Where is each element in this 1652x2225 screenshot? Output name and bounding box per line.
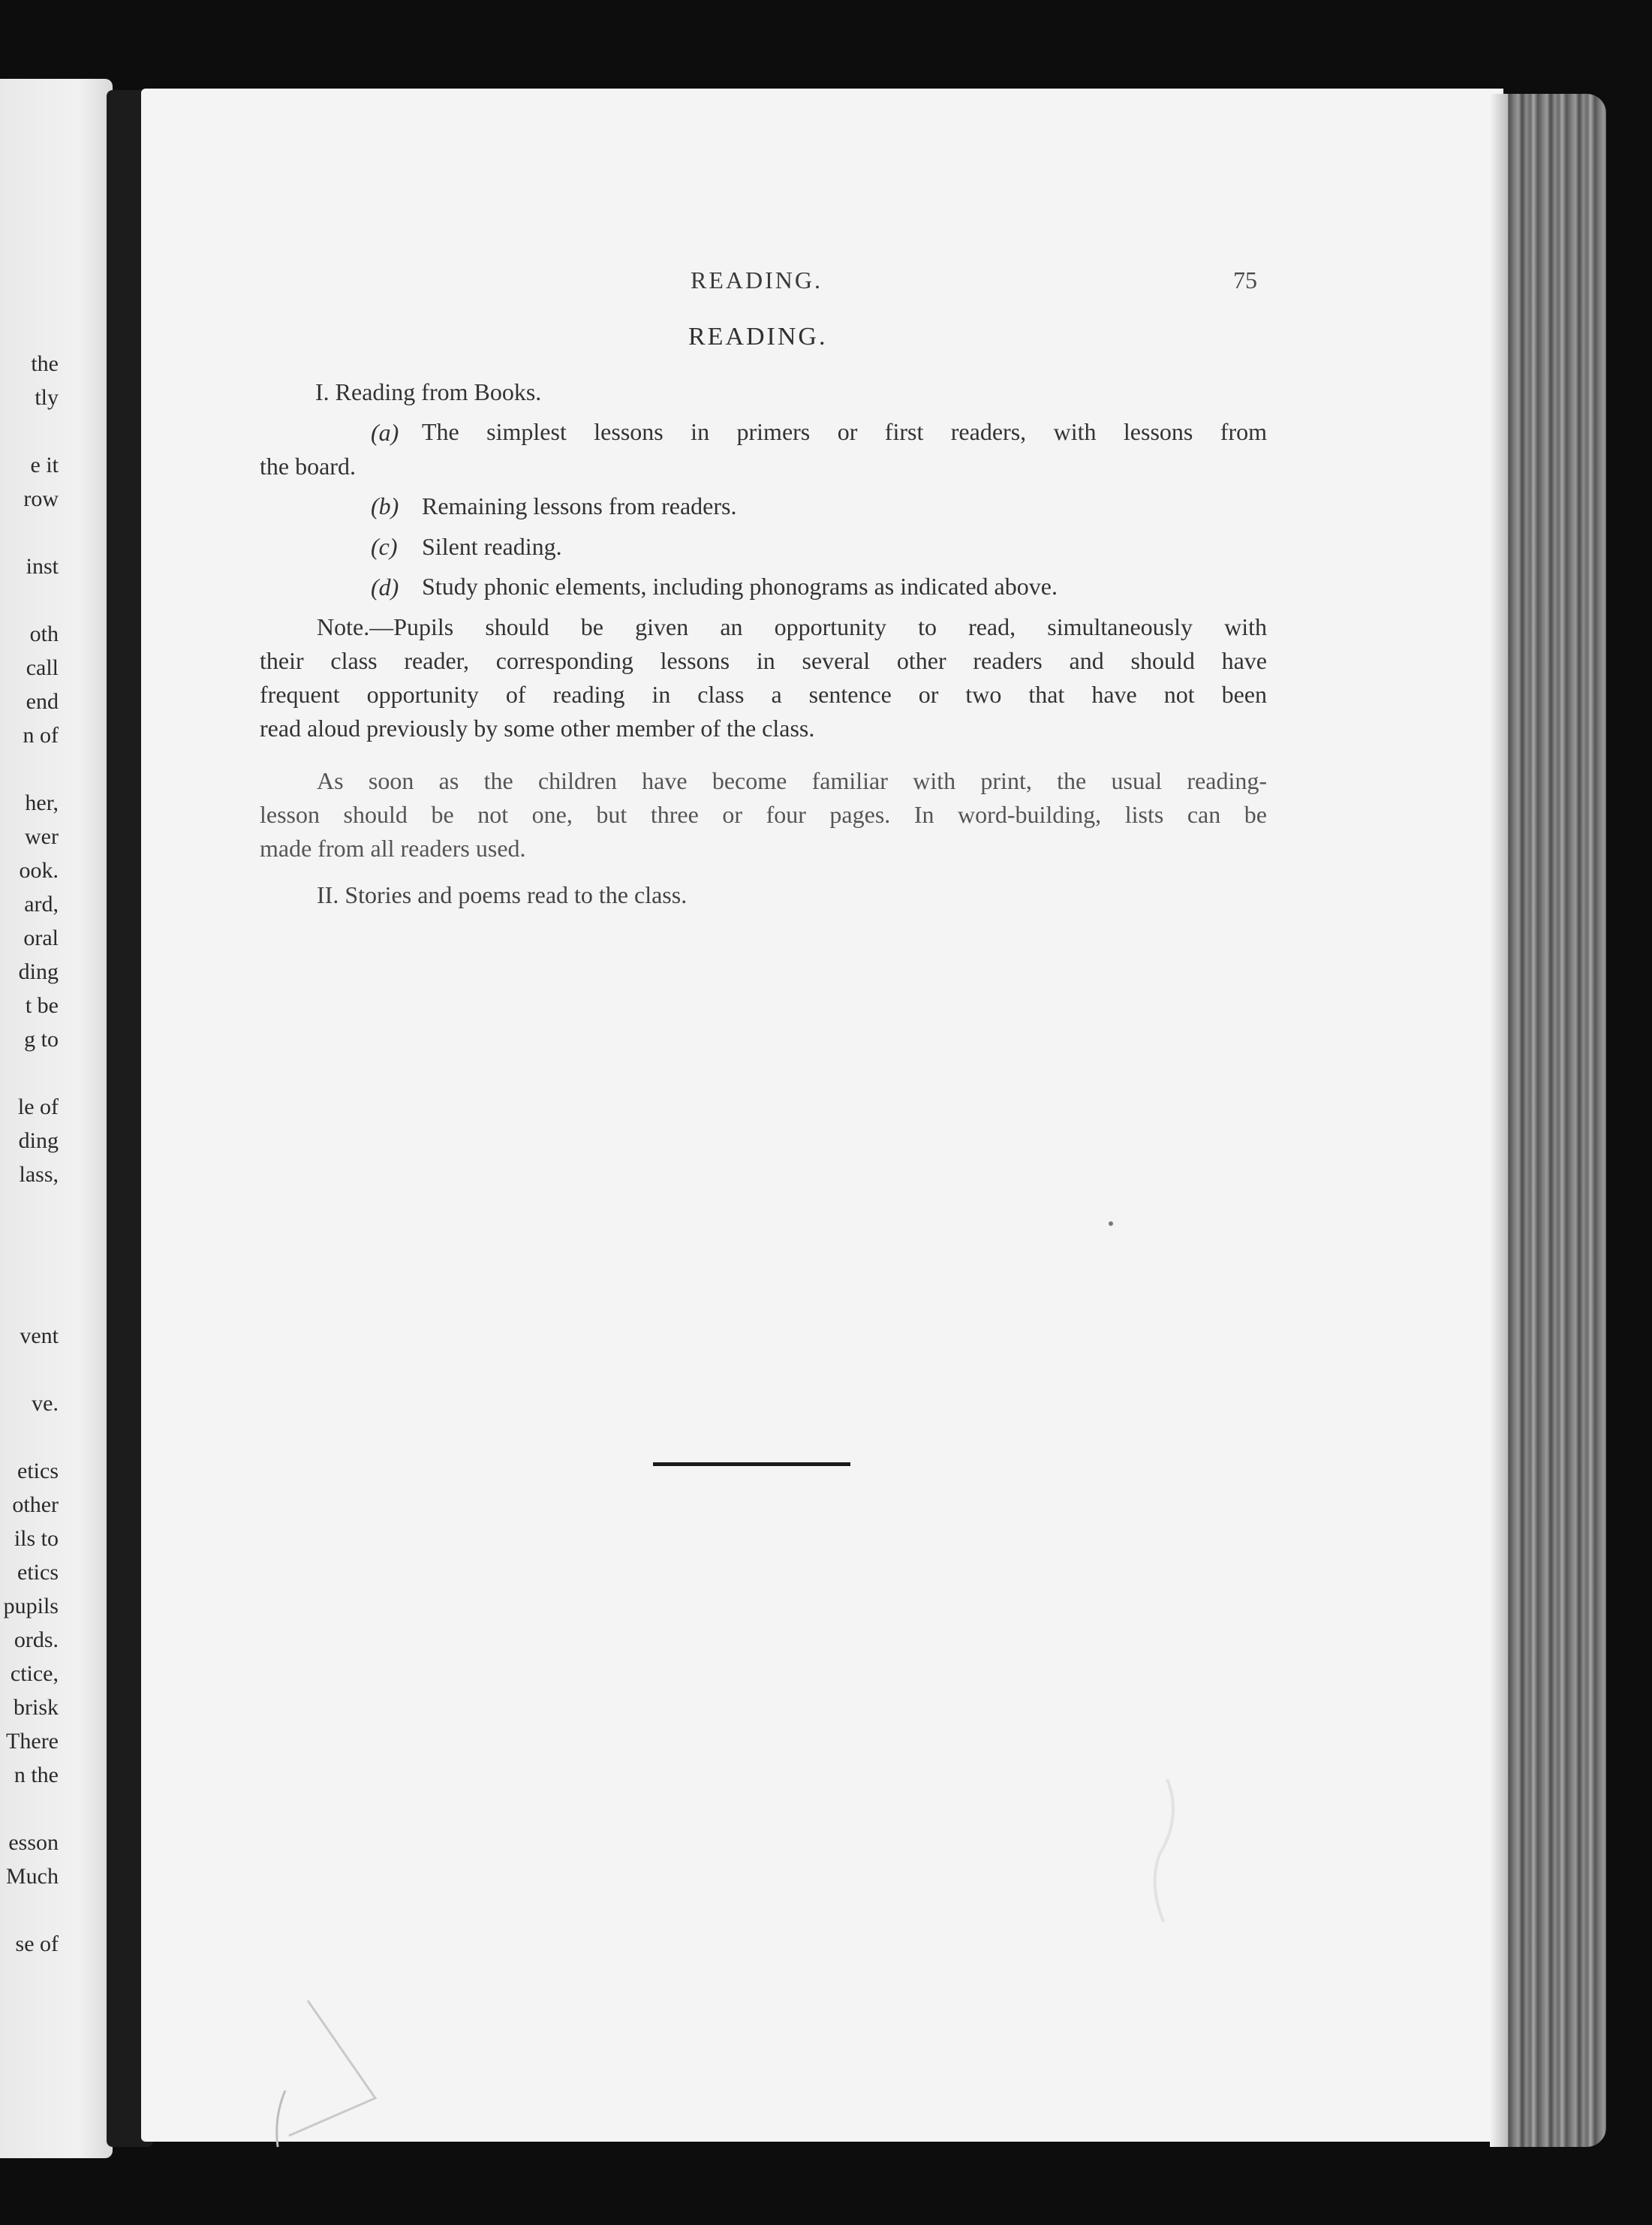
paragraph-line: lesson should be not one, but three or four pages. In word-building, lists can be <box>260 801 1267 828</box>
item-text-b: Remaining lessons from readers. <box>422 492 737 519</box>
previous-page-fragment: Much <box>6 1864 59 1889</box>
previous-page-fragment: row <box>23 486 59 511</box>
previous-page-fragment: oral <box>23 926 59 950</box>
previous-page-fragment: e it <box>30 453 59 477</box>
running-head: READING. <box>691 266 823 294</box>
previous-page-fragment: ook. <box>19 858 59 883</box>
item-label-d: (d) <box>371 574 399 601</box>
previous-page-fragment: the <box>31 351 59 376</box>
item-text-d: Study phonic elements, including phonograms as indicated above. <box>422 573 1058 600</box>
previous-page-fragment: etics <box>17 1459 59 1483</box>
previous-page-fragment: inst <box>26 554 59 579</box>
previous-page-fragment: ords. <box>14 1627 59 1652</box>
previous-page-fragment: ard, <box>24 892 59 917</box>
previous-page-fragment: ve. <box>32 1391 59 1416</box>
previous-page-fragment: brisk <box>14 1695 59 1720</box>
previous-page-fragment: vent <box>20 1323 59 1348</box>
previous-page-fragment: wer <box>25 824 59 849</box>
previous-page-fragment: ding <box>18 1128 59 1153</box>
page-stack-edge <box>1497 94 1606 2147</box>
previous-page-fragment: lass, <box>19 1162 59 1187</box>
note-line: frequent opportunity of reading in class a sentence or two that have not been <box>260 681 1267 708</box>
previous-page-fragment: ding <box>18 959 59 984</box>
previous-page-fragment: oth <box>29 622 59 646</box>
previous-page-fragment: t be <box>25 993 59 1018</box>
note-line: read aloud previously by some other member of the class. <box>260 715 815 742</box>
previous-page-fragment: ils to <box>14 1526 59 1551</box>
paragraph-line: As soon as the children have become familiar with print, the usual reading- <box>317 767 1267 794</box>
previous-page-fragment: end <box>26 689 59 714</box>
previous-page-fragment: n the <box>14 1763 59 1787</box>
previous-page-fragment: pupils <box>3 1594 59 1618</box>
previous-page-fragment: her, <box>25 790 59 815</box>
previous-page-fragment: n of <box>23 723 59 748</box>
previous-page-fragment: esson <box>8 1830 59 1855</box>
note-line: their class reader, corresponding lessons in several other readers and should have <box>260 647 1267 674</box>
section-title: READING. <box>688 323 828 351</box>
previous-page-fragment: other <box>12 1492 59 1517</box>
section-i-heading: I. Reading from Books. <box>315 378 542 405</box>
end-rule <box>653 1462 850 1466</box>
previous-page-fragment: le of <box>17 1094 59 1119</box>
item-label-b: (b) <box>371 492 399 519</box>
item-text-a-continued: the board. <box>260 453 356 480</box>
item-label-a: (a) <box>371 419 399 446</box>
item-text-c: Silent reading. <box>422 533 562 560</box>
section-ii-heading: II. Stories and poems read to the class. <box>317 881 688 908</box>
previous-page-fragment: ctice, <box>10 1661 59 1686</box>
previous-page-fragment: tly <box>35 385 59 410</box>
page-number: 75 <box>1233 266 1257 294</box>
item-label-c: (c) <box>371 533 398 560</box>
page-edge-shadow <box>1490 94 1508 2147</box>
previous-page-fragment: There <box>6 1729 59 1754</box>
previous-page-fragment: etics <box>17 1560 59 1585</box>
previous-page-edge <box>0 79 113 2158</box>
paragraph-line: made from all readers used. <box>260 835 526 862</box>
previous-page-fragment: g to <box>24 1027 59 1052</box>
previous-page-fragment: se of <box>15 1931 59 1956</box>
note-line: Note.—Pupils should be given an opportunity to read, simultaneously with <box>317 613 1267 640</box>
item-text-a: The simplest lessons in primers or first readers, with lessons from <box>422 418 1267 445</box>
previous-page-fragment: call <box>26 655 59 680</box>
